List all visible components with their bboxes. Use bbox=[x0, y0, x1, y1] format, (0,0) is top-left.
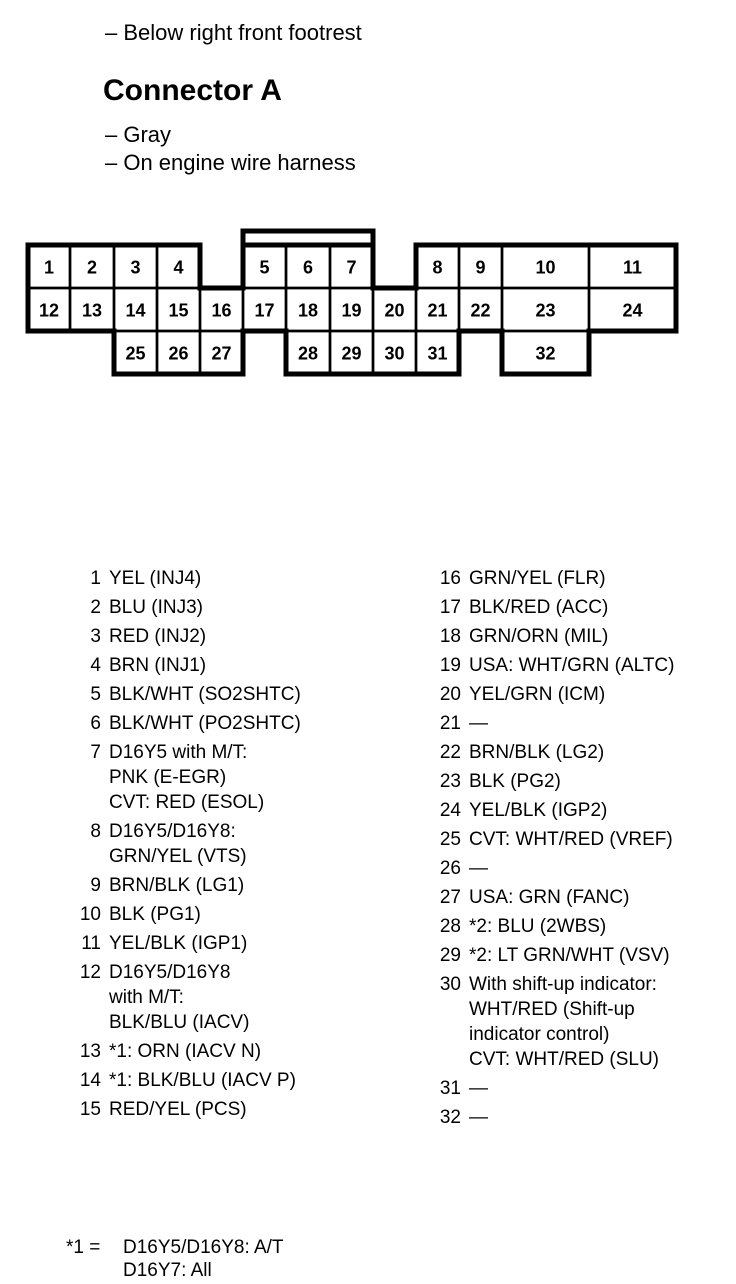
pin-entry bbox=[90, 711, 301, 736]
pin-entry bbox=[79, 960, 250, 1035]
pin-wire-line: BRN/BLK (LG1) bbox=[109, 875, 245, 896]
pin-cell-label: 12 bbox=[38, 300, 60, 321]
pin-number: 16 bbox=[439, 568, 461, 589]
pin-cell-label: 10 bbox=[535, 257, 556, 278]
pin-number: 17 bbox=[439, 597, 461, 618]
pin-wire-line: BLK/BLU (IACV) bbox=[109, 1012, 250, 1033]
pin-number: 8 bbox=[90, 821, 101, 842]
pin-wire-description bbox=[469, 653, 674, 678]
pin-entry bbox=[439, 856, 488, 881]
pin-number: 5 bbox=[90, 684, 101, 705]
pin-number: 20 bbox=[439, 684, 461, 705]
pin-wire-description bbox=[469, 769, 561, 794]
pin-wire-line: BRN (INJ1) bbox=[109, 655, 207, 676]
pin-wire-line: YEL/BLK (IGP2) bbox=[469, 800, 608, 821]
footnote-line-2: D16Y7: All bbox=[123, 1260, 212, 1281]
pin-entry bbox=[439, 885, 630, 910]
pin-number: 1 bbox=[90, 568, 101, 589]
pin-number: 6 bbox=[90, 713, 101, 734]
pin-cell-label: 24 bbox=[622, 300, 643, 321]
pin-entry bbox=[90, 873, 245, 898]
pin-wire-line: CVT: WHT/RED (SLU) bbox=[469, 1049, 659, 1070]
footnote-line-1: D16Y5/D16Y8: A/T bbox=[123, 1237, 284, 1258]
pin-entry bbox=[90, 624, 207, 649]
pin-cell-label: 4 bbox=[173, 257, 184, 278]
pin-wire-description bbox=[469, 914, 606, 939]
pin-cell-label: 11 bbox=[622, 257, 643, 278]
pin-entry bbox=[439, 653, 675, 678]
pin-wire-line: *2: BLU (2WBS) bbox=[469, 916, 607, 937]
pin-wire-line: D16Y5/D16Y8: bbox=[109, 821, 236, 842]
pin-wire-description bbox=[109, 566, 201, 591]
pin-cell-label: 8 bbox=[432, 257, 443, 278]
pin-cell-label: 3 bbox=[130, 257, 141, 278]
pin-wire-line: D16Y5/D16Y8 bbox=[109, 962, 231, 983]
pin-cell-label: 23 bbox=[535, 300, 556, 321]
pin-wire-description bbox=[469, 885, 629, 910]
pin-wire-line: YEL/GRN (ICM) bbox=[469, 684, 606, 705]
pin-wire-line: GRN/YEL (VTS) bbox=[109, 846, 247, 867]
pin-wire-description bbox=[109, 595, 203, 620]
pin-wire-description bbox=[109, 873, 244, 898]
pin-entry bbox=[439, 1105, 488, 1130]
pin-cell-label: 21 bbox=[427, 300, 448, 321]
pin-wire-description bbox=[469, 1105, 488, 1130]
pin-wire-line: YEL/BLK (IGP1) bbox=[109, 933, 248, 954]
footnote-mark: *1 = bbox=[66, 1237, 101, 1258]
pin-wire-description bbox=[469, 740, 604, 765]
pin-wire-line: BLK (PG2) bbox=[469, 771, 561, 792]
pin-wire-line: BLU (INJ3) bbox=[109, 597, 203, 618]
pin-wire-description bbox=[469, 856, 488, 881]
pin-wire-description bbox=[469, 943, 670, 968]
pin-cell-label: 1 bbox=[43, 257, 55, 278]
pin-cell-label: 7 bbox=[346, 257, 357, 278]
pin-number: 15 bbox=[79, 1099, 101, 1120]
pin-wire-description bbox=[469, 972, 659, 1072]
pin-wire-description bbox=[109, 931, 247, 956]
pin-wire-line: BRN/BLK (LG2) bbox=[469, 742, 605, 763]
pin-wire-line: *1: BLK/BLU (IACV P) bbox=[109, 1070, 296, 1091]
pin-entry bbox=[439, 682, 606, 707]
pin-entry bbox=[79, 1097, 247, 1122]
pin-wire-description bbox=[469, 624, 608, 649]
connector-diagram bbox=[0, 0, 736, 400]
pin-entry bbox=[79, 1068, 296, 1093]
pin-cell-label: 16 bbox=[211, 300, 232, 321]
pin-entry bbox=[90, 653, 207, 678]
pin-cell-label: 26 bbox=[168, 343, 189, 364]
pin-entry bbox=[439, 624, 609, 649]
pin-wire-line: BLK/RED (ACC) bbox=[469, 597, 609, 618]
pin-number: 14 bbox=[79, 1070, 101, 1091]
pin-wire-description bbox=[109, 1039, 261, 1064]
pin-entry bbox=[90, 740, 265, 815]
pin-wire-description bbox=[469, 682, 605, 707]
connector-location: – On engine wire harness bbox=[105, 150, 356, 175]
pin-wire-line: USA: WHT/GRN (ALTC) bbox=[469, 655, 675, 676]
pin-cell-label: 32 bbox=[535, 343, 556, 364]
pin-wire-description bbox=[109, 682, 301, 707]
pin-wire-line: RED (INJ2) bbox=[109, 626, 207, 647]
connector-color: – Gray bbox=[105, 122, 172, 147]
pin-wire-line: GRN/YEL (FLR) bbox=[469, 568, 606, 589]
pin-entry bbox=[90, 819, 247, 869]
pin-entry bbox=[439, 972, 659, 1072]
pin-number: 13 bbox=[79, 1041, 101, 1062]
pin-number: 4 bbox=[90, 655, 101, 676]
pin-wire-line: D16Y5 with M/T: bbox=[109, 742, 248, 763]
pin-number: 32 bbox=[439, 1107, 461, 1128]
pin-entry bbox=[79, 1039, 262, 1064]
pin-entry bbox=[90, 595, 203, 620]
pin-wire-description bbox=[469, 711, 488, 736]
pin-number: 23 bbox=[439, 771, 461, 792]
pin-wire-line: — bbox=[469, 1107, 488, 1128]
pin-cell-label: 17 bbox=[254, 300, 275, 321]
pin-cell-label: 28 bbox=[297, 343, 319, 364]
pin-number: 7 bbox=[90, 742, 101, 763]
pin-number: 3 bbox=[90, 626, 101, 647]
pin-cell-label: 30 bbox=[384, 343, 405, 364]
pin-number: 9 bbox=[90, 875, 101, 896]
pin-entry bbox=[439, 769, 561, 794]
pin-number: 26 bbox=[439, 858, 461, 879]
footnote bbox=[66, 1237, 100, 1259]
pin-wire-description bbox=[109, 653, 206, 678]
pin-wire-line: YEL (INJ4) bbox=[109, 568, 202, 589]
pin-wire-description bbox=[109, 1068, 296, 1093]
pin-wire-line: BLK/WHT (SO2SHTC) bbox=[109, 684, 301, 705]
pin-wire-line: BLK/WHT (PO2SHTC) bbox=[109, 713, 301, 734]
pin-cell-label: 20 bbox=[384, 300, 405, 321]
pin-entry bbox=[439, 595, 609, 620]
pin-wire-line: CVT: RED (ESOL) bbox=[109, 792, 265, 813]
pin-entry bbox=[439, 798, 608, 823]
pin-number: 29 bbox=[439, 945, 461, 966]
pin-wire-description bbox=[469, 798, 607, 823]
pin-cell-label: 29 bbox=[341, 343, 362, 364]
pin-cell-label: 19 bbox=[341, 300, 362, 321]
pin-number: 19 bbox=[439, 655, 461, 676]
pin-wire-line: USA: GRN (FANC) bbox=[469, 887, 630, 908]
pin-number: 27 bbox=[439, 887, 461, 908]
pin-entry bbox=[439, 914, 607, 939]
pin-number: 11 bbox=[81, 933, 101, 954]
pin-wire-line: BLK (PG1) bbox=[109, 904, 201, 925]
pin-wire-line: — bbox=[469, 1078, 488, 1099]
pin-cell-label: 15 bbox=[168, 300, 189, 321]
pin-wire-description bbox=[109, 960, 249, 1035]
pin-number: 10 bbox=[79, 904, 101, 925]
pin-entry bbox=[439, 943, 670, 968]
pin-wire-line: *1: ORN (IACV N) bbox=[109, 1041, 262, 1062]
pin-number: 12 bbox=[79, 962, 101, 983]
pin-entry bbox=[90, 566, 202, 591]
pin-wire-description bbox=[109, 740, 264, 815]
pin-wire-line: RED/YEL (PCS) bbox=[109, 1099, 247, 1120]
pin-wire-line: PNK (E-EGR) bbox=[109, 767, 227, 788]
pin-entry bbox=[439, 711, 488, 736]
pin-entry bbox=[90, 682, 301, 707]
pin-entry bbox=[439, 740, 605, 765]
pin-wire-description bbox=[109, 819, 247, 869]
pin-cell-label: 5 bbox=[259, 257, 270, 278]
pin-cell-label: 22 bbox=[470, 300, 491, 321]
pin-number: 31 bbox=[439, 1078, 461, 1099]
pin-number: 24 bbox=[439, 800, 461, 821]
pin-wire-line: indicator control) bbox=[469, 1024, 610, 1045]
pin-wire-line: — bbox=[469, 858, 488, 879]
pin-wire-line: *2: LT GRN/WHT (VSV) bbox=[469, 945, 670, 966]
pin-cell-label: 9 bbox=[475, 257, 486, 278]
pin-wire-description bbox=[469, 827, 673, 852]
pin-cell-label: 6 bbox=[302, 257, 314, 278]
pin-number: 28 bbox=[439, 916, 461, 937]
connector-title: Connector A bbox=[103, 74, 282, 107]
pin-cell-label: 18 bbox=[297, 300, 319, 321]
pin-cell-label: 25 bbox=[125, 343, 146, 364]
pin-wire-description bbox=[109, 711, 301, 736]
pin-wire-line: — bbox=[469, 713, 488, 734]
pin-number: 2 bbox=[90, 597, 101, 618]
pin-entry bbox=[79, 902, 201, 927]
pin-cell-label: 14 bbox=[125, 300, 146, 321]
pin-entry bbox=[439, 566, 606, 591]
pin-number: 21 bbox=[439, 713, 461, 734]
pin-wire-line: With shift-up indicator: bbox=[469, 974, 657, 995]
pin-wire-description bbox=[109, 1097, 247, 1122]
pin-wire-description bbox=[109, 902, 201, 927]
pin-wire-line: CVT: WHT/RED (VREF) bbox=[469, 829, 673, 850]
pin-wire-line: GRN/ORN (MIL) bbox=[469, 626, 609, 647]
pin-number: 25 bbox=[439, 829, 461, 850]
location-line: – Below right front footrest bbox=[105, 20, 362, 45]
pin-number: 18 bbox=[439, 626, 461, 647]
pin-entry bbox=[439, 1076, 488, 1101]
pin-wire-line: with M/T: bbox=[109, 987, 184, 1008]
pin-entry bbox=[81, 931, 248, 956]
pin-cell-label: 13 bbox=[81, 300, 103, 321]
pin-wire-description bbox=[469, 595, 608, 620]
pin-number: 22 bbox=[439, 742, 461, 763]
pin-wire-description bbox=[469, 566, 606, 591]
pin-number: 30 bbox=[439, 974, 461, 995]
pin-entry bbox=[439, 827, 673, 852]
pin-wire-line: WHT/RED (Shift-up bbox=[469, 999, 635, 1020]
pin-cell-label: 27 bbox=[211, 343, 232, 364]
pin-wire-description bbox=[109, 624, 206, 649]
pin-cell-label: 31 bbox=[427, 343, 448, 364]
pin-cell-label: 2 bbox=[86, 257, 98, 278]
pin-wire-description bbox=[469, 1076, 488, 1101]
